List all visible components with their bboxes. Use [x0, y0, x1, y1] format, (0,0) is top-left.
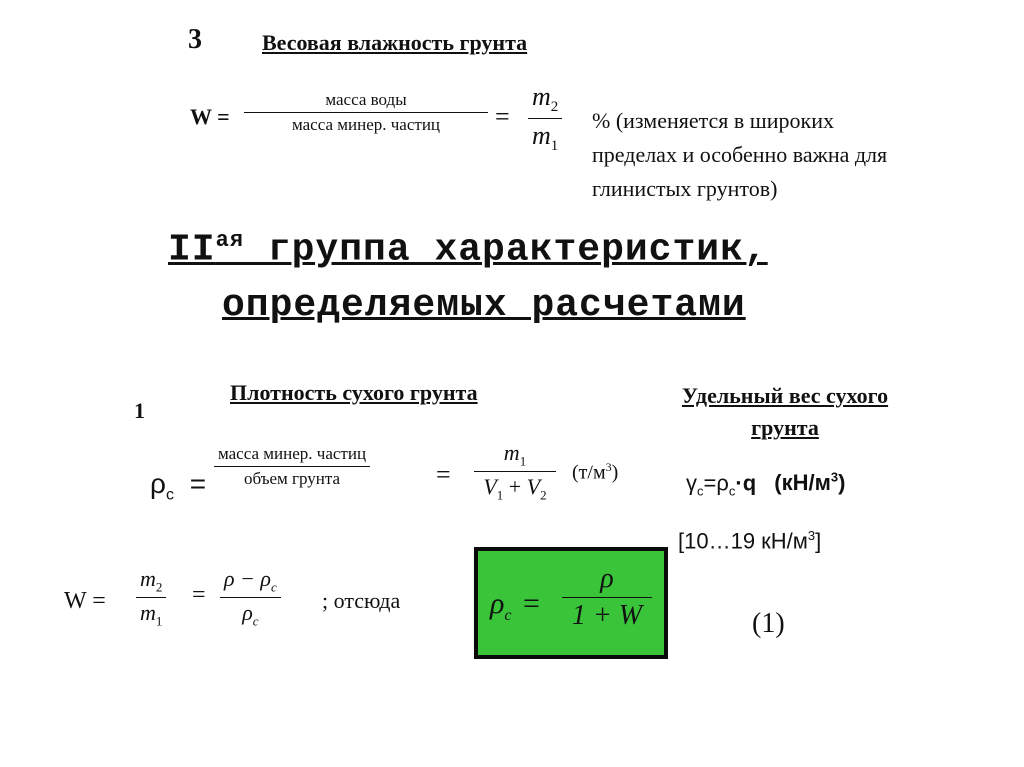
m2-symbol: $m_2$	[528, 82, 562, 119]
derivation-tail: ; отсюда	[322, 588, 401, 613]
derivation-m2: $m_2$	[136, 566, 166, 598]
result-fraction	[562, 563, 652, 632]
m1-symbol: $m_1$	[532, 121, 559, 155]
group-heading-line2: определяемых расчетами	[222, 284, 746, 327]
derivation-rho-denominator: $\rho_c$	[242, 600, 259, 629]
equals-sign: =	[495, 102, 510, 131]
unit-weight-title: Удельный вес сухого грунта	[681, 383, 889, 440]
group-heading-line1: $II^{ая}$ группа характеристик,	[168, 228, 768, 272]
derivation-m2-over-m1	[136, 566, 166, 630]
density-fraction-numerator: масса минер. частиц	[214, 444, 370, 467]
density-word-fraction	[214, 444, 370, 489]
derivation-equals: =	[192, 582, 206, 608]
section-number-1: 1	[134, 398, 145, 423]
m1-symbol: $m_1$	[474, 440, 556, 472]
section-number-3: 3	[188, 24, 202, 55]
moisture-word-fraction	[244, 90, 488, 135]
result-denominator: 1 + W	[571, 600, 643, 631]
density-unit: $(т/м^3)$	[572, 460, 619, 484]
result-formula-box	[474, 547, 668, 659]
v1-plus-v2: $V_1 + V_2$	[483, 474, 547, 503]
fraction-numerator: масса воды	[244, 90, 488, 113]
derivation-m1: $m_1$	[140, 600, 163, 629]
m2-over-m1-fraction	[528, 82, 562, 155]
derivation-w-label: W =	[64, 588, 106, 614]
m1-over-v-fraction	[474, 440, 556, 504]
gamma-formula: $\gamma_с=\rho_с\cdot q$ $(кН/м^3)$	[686, 470, 846, 499]
w-label: W =	[190, 104, 230, 129]
unit-weight-range: [10…19 $кН/м^3$]	[678, 528, 822, 554]
moisture-note: % (изменяется в широких пределах и особенно важна для глинистых грунтов)	[592, 108, 888, 201]
section-title-moisture: Весовая влажность грунта	[262, 30, 528, 55]
density-equals: =	[436, 460, 451, 489]
density-fraction-denominator: объем грунта	[243, 469, 341, 488]
rho-c-label: $\rho_с$ =	[150, 468, 207, 504]
density-title: Плотность сухого грунта	[230, 380, 478, 405]
derivation-rho-fraction	[220, 566, 281, 630]
fraction-denominator: масса минер. частиц	[291, 115, 441, 134]
equation-number: (1)	[752, 608, 785, 639]
result-rho-c: $\rho_c$ =	[490, 587, 540, 624]
result-numerator: ρ	[562, 563, 652, 598]
derivation-rho-numerator: $\rho - \rho_c$	[220, 566, 281, 598]
